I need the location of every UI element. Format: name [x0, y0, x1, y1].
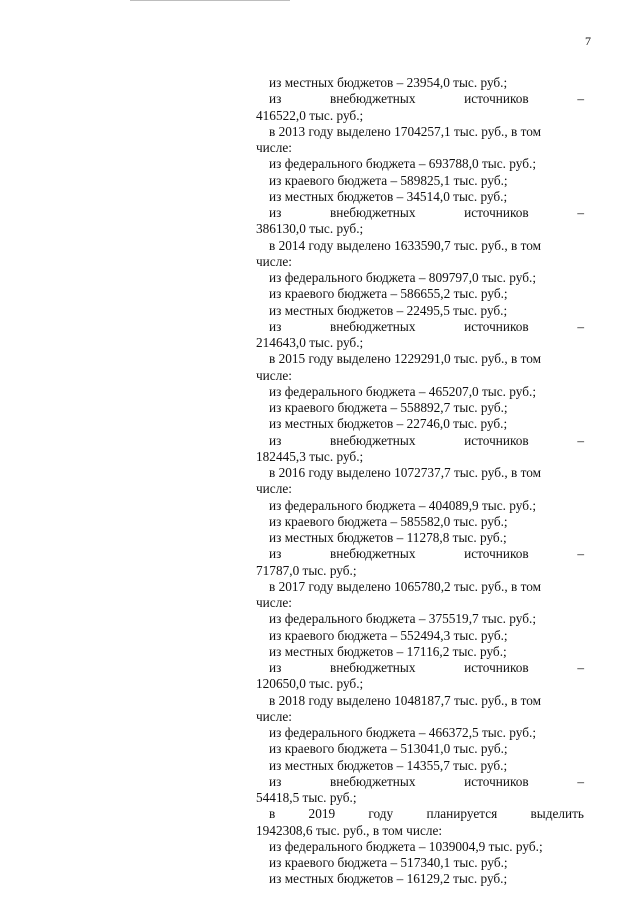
- text-line: 71787,0 тыс. руб.;: [256, 562, 357, 578]
- text-word: –: [577, 91, 584, 107]
- text-line: из местных бюджетов – 16129,2 тыс. руб.;: [269, 871, 508, 887]
- text-line: из краевого бюджета – 586655,2 тыс. руб.;: [269, 286, 508, 302]
- text-line: из федерального бюджета – 693788,0 тыс. руб.;: [269, 156, 537, 172]
- text-word: из: [269, 205, 282, 220]
- text-line: из федерального бюджета – 809797,0 тыс. руб.;: [269, 270, 537, 285]
- text-line: 1942308,6 тыс. руб., в том числе:: [256, 822, 443, 838]
- text-line: [256, 546, 584, 562]
- text-word: внебюджетных: [329, 660, 416, 675]
- text-word: внебюджетных: [329, 91, 416, 107]
- text-word: источников: [464, 546, 529, 562]
- text-word: –: [577, 432, 584, 448]
- text-line: из краевого бюджета – 552494,3 тыс. руб.;: [269, 627, 508, 643]
- text-line: [256, 433, 584, 449]
- text-line: 386130,0 тыс. руб.;: [256, 221, 364, 237]
- text-word: –: [577, 318, 584, 334]
- text-line: из местных бюджетов – 23954,0 тыс. руб.;: [269, 75, 508, 90]
- text-line: в 2015 году выделено 1229291,0 тыс. руб., в том: [269, 351, 542, 367]
- text-line: из местных бюджетов – 17116,2 тыс. руб.;: [269, 643, 507, 659]
- text-line: из краевого бюджета – 585582,0 тыс. руб.;: [269, 513, 508, 529]
- text-word: из: [269, 432, 282, 448]
- text-word: из: [269, 773, 282, 789]
- text-line: из местных бюджетов – 22746,0 тыс. руб.;: [269, 416, 508, 432]
- text-line: в 2013 году выделено 1704257,1 тыс. руб., в том: [269, 123, 542, 139]
- text-line: [256, 205, 584, 221]
- text-line: из краевого бюджета – 517340,1 тыс. руб.;: [269, 855, 508, 870]
- text-word: источников: [464, 660, 529, 675]
- text-line: числе:: [256, 253, 292, 269]
- text-word: 2019: [308, 806, 336, 822]
- text-line: из федерального бюджета – 404089,9 тыс. руб.;: [269, 497, 537, 513]
- text-word: источников: [464, 773, 529, 789]
- text-word: источников: [464, 91, 529, 107]
- text-word: внебюджетных: [329, 318, 416, 334]
- text-line: числе:: [256, 140, 292, 155]
- text-line: числе:: [256, 367, 292, 383]
- top-scan-rule: [130, 0, 290, 1]
- text-word: источников: [464, 432, 529, 448]
- text-word: из: [269, 91, 282, 107]
- text-word: –: [577, 773, 584, 789]
- text-line: в 2017 году выделено 1065780,2 тыс. руб., в том: [269, 578, 542, 594]
- text-line: из краевого бюджета – 558892,7 тыс. руб.;: [269, 400, 508, 415]
- text-line: 416522,0 тыс. руб.;: [256, 107, 364, 123]
- text-line: из федерального бюджета – 466372,5 тыс. руб.;: [269, 725, 537, 740]
- page-number: 7: [585, 34, 591, 48]
- text-line: в 2014 году выделено 1633590,7 тыс. руб., в том: [269, 237, 542, 253]
- text-word: внебюджетных: [329, 432, 416, 448]
- text-line: из федерального бюджета – 1039004,9 тыс. руб.;: [269, 838, 543, 854]
- text-line: из краевого бюджета – 513041,0 тыс. руб.;: [269, 741, 508, 757]
- text-word: году: [368, 806, 394, 822]
- document-body: [256, 75, 584, 888]
- text-word: источников: [464, 318, 529, 334]
- text-word: внебюджетных: [329, 773, 416, 789]
- text-word: планируется: [426, 806, 498, 822]
- text-line: из местных бюджетов – 22495,5 тыс. руб.;: [269, 302, 508, 318]
- text-line: 54418,5 тыс. руб.;: [256, 790, 357, 805]
- text-word: внебюджетных: [329, 205, 416, 220]
- text-line: [256, 91, 584, 107]
- text-line: из федерального бюджета – 465207,0 тыс. руб.;: [269, 383, 537, 399]
- text-line: числе:: [256, 595, 292, 610]
- text-word: –: [577, 205, 584, 220]
- text-word: выделить: [530, 806, 584, 822]
- text-line: числе:: [256, 708, 292, 724]
- text-line: 120650,0 тыс. руб.;: [256, 676, 364, 692]
- text-line: [256, 319, 584, 335]
- text-line: из федерального бюджета – 375519,7 тыс. руб.;: [269, 611, 537, 627]
- text-line: из местных бюджетов – 34514,0 тыс. руб.;: [269, 188, 508, 204]
- text-word: внебюджетных: [329, 546, 416, 562]
- text-line: [256, 774, 584, 790]
- text-line: из местных бюджетов – 11278,8 тыс. руб.;: [269, 530, 507, 545]
- text-line: в 2018 году выделено 1048187,7 тыс. руб., в том: [269, 692, 542, 708]
- text-word: –: [577, 660, 584, 675]
- text-line: [256, 660, 584, 676]
- text-line: 214643,0 тыс. руб.;: [256, 335, 364, 350]
- text-line: числе:: [256, 481, 292, 497]
- text-line: из местных бюджетов – 14355,7 тыс. руб.;: [269, 757, 508, 773]
- text-word: из: [269, 660, 282, 675]
- text-line: 182445,3 тыс. руб.;: [256, 448, 364, 464]
- text-line: [256, 806, 584, 822]
- text-word: в: [269, 806, 276, 822]
- text-line: из краевого бюджета – 589825,1 тыс. руб.;: [269, 172, 508, 188]
- text-line: в 2016 году выделено 1072737,7 тыс. руб., в том: [269, 465, 542, 480]
- text-word: источников: [464, 205, 529, 220]
- text-word: из: [269, 546, 282, 562]
- text-word: из: [269, 318, 282, 334]
- text-word: –: [577, 546, 584, 562]
